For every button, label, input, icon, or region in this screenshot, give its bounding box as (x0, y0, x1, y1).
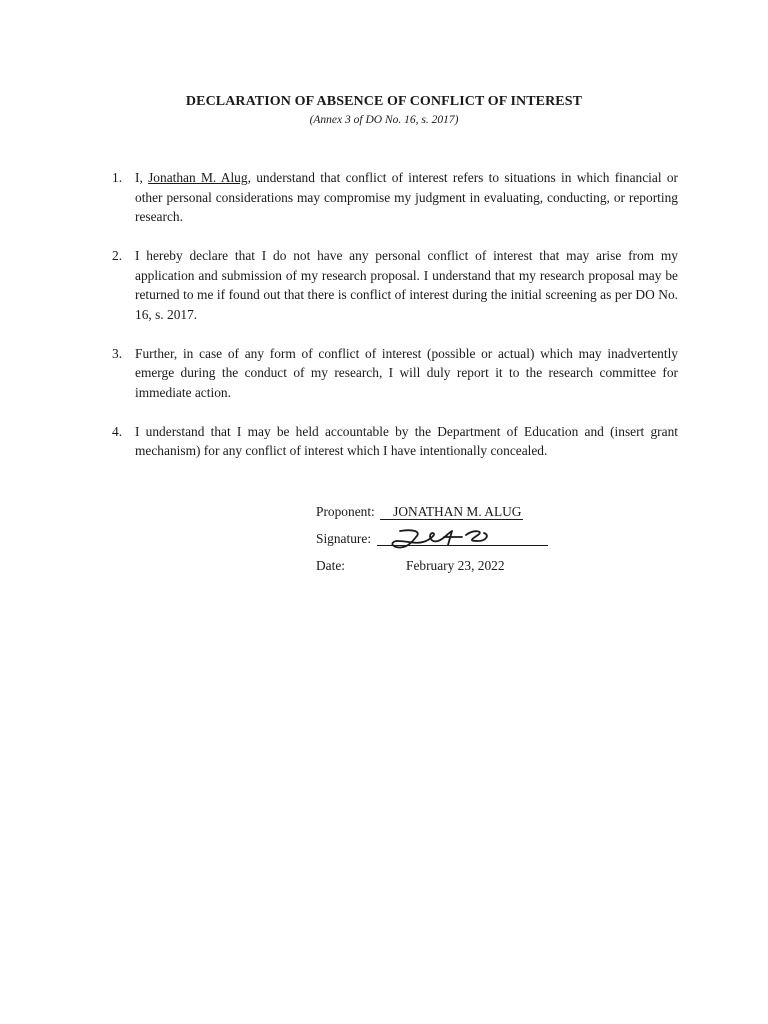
item-number: 1. (112, 170, 123, 185)
handwritten-signature (382, 525, 502, 553)
date-label: Date: (316, 558, 345, 573)
signature-block (316, 502, 523, 583)
declaration-item-2 (112, 246, 678, 324)
signature-row (316, 529, 523, 556)
item-number: 2. (112, 248, 123, 263)
document-title: DECLARATION OF ABSENCE OF CONFLICT OF INTEREST (185, 94, 583, 109)
declaration-item-1 (112, 168, 678, 227)
document-subtitle: (Annex 3 of DO No. 16, s. 2017) (309, 114, 459, 126)
item-text: Further, in case of any form of conflict of interest (possible or actual) which may inadvertently emerge during the conduct of my research, I will duly report it to the research committee for immediate action. (135, 345, 678, 400)
item-text: , understand that conflict of interest refers to situations in which financial or other personal considerations may compromise my judgment in evaluating, conducting, or reporting research. (135, 170, 678, 224)
declarant-name: Jonathan M. Alug (148, 170, 248, 185)
signature-label: Signature: (316, 531, 372, 546)
declaration-list (112, 168, 678, 461)
item-text: I hereby declare that I do not have any personal conflict of interest that may arise from my application and submission of my research proposal. I understand that my research proposal may be returned to me if found out that there is conflict of interest during the initial screening as per DO No. 16, s. 2017. (135, 248, 678, 322)
item-text: I understand that I may be held accountable by the Department of Education and (insert grant mechanism) for any conflict of interest which I have intentionally concealed. (135, 423, 678, 458)
item-prefix: I, (135, 170, 149, 185)
proponent-label: Proponent: (316, 504, 375, 519)
date-row (316, 556, 523, 583)
item-number: 4. (112, 423, 123, 439)
item-number: 3. (112, 345, 123, 361)
proponent-value: JONATHAN M. ALUG (380, 504, 523, 520)
declaration-item-4 (112, 422, 678, 461)
date-value: February 23, 2022 (406, 558, 505, 573)
declaration-item-3 (112, 344, 678, 403)
